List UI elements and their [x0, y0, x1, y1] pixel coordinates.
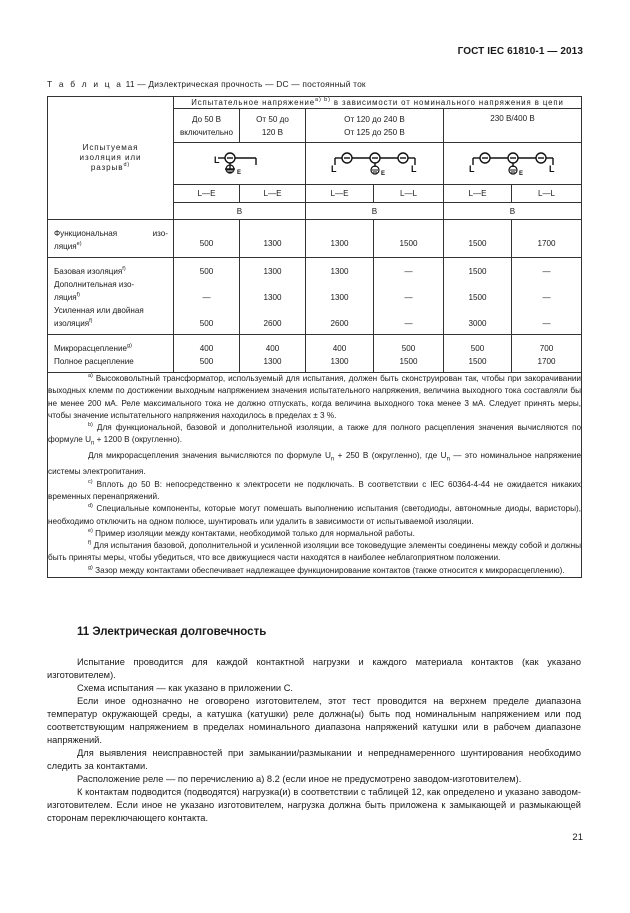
value: — [542, 293, 551, 302]
value: 400 [199, 344, 214, 353]
footnote-text: Для микрорасцепления значения вычисляются по формуле U [88, 451, 331, 461]
table-caption [47, 79, 366, 89]
footnote-text: + 250 В (округленно), где U [334, 451, 447, 461]
value: 500 [199, 267, 214, 276]
col-group-header [306, 109, 444, 143]
value: 500 [401, 344, 416, 353]
svg-text:L: L [548, 163, 554, 174]
value: — [404, 267, 413, 276]
row-header-line: изоляция или [79, 153, 142, 162]
value-cell [174, 258, 240, 335]
svg-text:L: L [330, 163, 336, 174]
connection-cell: L—E [444, 185, 512, 203]
paragraph: Если иное однозначно не оговорено изготовителем, этот тест проводится на верхнем пределе диапазона температур окружающей среды, а катушка (катушки) реле должна(ы) быть под номинальным напряжением или под соответствующим напряжением в пределах номинального диапазона напряжений катушки или в рабочем диапазоне напряжений. [47, 696, 581, 745]
svg-text:E: E [236, 169, 241, 176]
col-group-header [240, 109, 306, 143]
footnote-marker: b) [88, 422, 93, 429]
row-label-line: ляция$^{e)}$ [54, 241, 82, 251]
value: 1500 [468, 267, 487, 276]
footnote-text: — это номинальное напряжение системы электропитания. [48, 451, 581, 477]
value: 3000 [468, 319, 487, 328]
value: 1300 [263, 357, 282, 366]
spacer [374, 278, 443, 291]
value-cell [444, 258, 512, 335]
row-header-text: разрыв [90, 163, 124, 172]
value: 1300 [330, 357, 349, 366]
value: 2600 [330, 319, 349, 328]
relay-test-circuit-icon [463, 149, 563, 179]
footnote-marker: a) [88, 373, 93, 379]
footnote-ref: f) [76, 292, 81, 298]
footnote-ref: g) [127, 343, 132, 349]
connection-cell: L—E [174, 185, 240, 203]
paragraph: Расположение реле — по перечислению а) 8.2 (если иное не предусмотрено заводом-изготовителем). [77, 774, 522, 784]
footnote [48, 373, 581, 422]
circuit-diagram-cell [306, 143, 444, 185]
subscript: n [330, 457, 335, 464]
footnote [48, 422, 581, 450]
value: 1300 [263, 293, 282, 302]
dielectric-strength-table [47, 96, 582, 578]
footnote-marker: d) [88, 503, 93, 510]
relay-test-circuit-icon [210, 149, 270, 179]
footnote-ref: a) b) [315, 97, 331, 103]
svg-text:E: E [380, 170, 385, 177]
col-group-text: включительно [179, 127, 234, 137]
row-label [48, 335, 174, 373]
footnote [48, 503, 581, 528]
document-header: ГОСТ IEC 61810-1 — 2013 [457, 46, 583, 57]
value-cell [374, 258, 444, 335]
caption-text: 11 — Диэлектрическая прочность — DC — постоянный ток [123, 79, 366, 89]
row-header-line [52, 163, 169, 173]
section-body [47, 656, 581, 825]
value-cell [174, 335, 240, 373]
footnote [48, 565, 581, 577]
footnote-text: Зазор между контактами обеспечивает надлежащее функционирование контактов (также относится к микрорасцеплению). [92, 565, 565, 575]
unit-cell: В [306, 203, 444, 220]
col-group-text: 120 В [261, 127, 284, 137]
spacer [240, 304, 305, 317]
unit-cell: В [444, 203, 582, 220]
value: 400 [265, 344, 280, 353]
section-title: 11 Электрическая долговечность [77, 626, 267, 638]
group-header-tail: в зависимости от номинального напряжения в цепи [330, 98, 564, 107]
spacer [240, 278, 305, 291]
row-label-line [54, 317, 173, 330]
value: 500 [470, 344, 485, 353]
footnote [48, 540, 581, 565]
value-cell [374, 335, 444, 373]
spacer [444, 304, 511, 317]
row-label-line [54, 342, 173, 355]
col-group-text: От 125 до 250 В [344, 127, 405, 137]
row-label-line: Дополнительная изо- [54, 280, 135, 289]
value: 700 [539, 344, 554, 353]
value-cell [512, 258, 582, 335]
row-label-line [54, 265, 173, 278]
footnote-text: Вплоть до 50 В: непосредственно к электросети не подключать. В соответствии с IEC 60364-4-44 не ожидается никаких временных перенапряжений. [48, 479, 581, 501]
group-header-text: Испытательное напряжение [191, 98, 316, 107]
footnote [48, 479, 581, 504]
svg-text:L: L [213, 154, 219, 165]
value: 1300 [330, 293, 349, 302]
footnote-text: Для испытания базовой, дополнительной и усиленной изоляции все токоведущие элементы соединены между собой и должны быть приняты меры, чтобы убедиться, что все движущиеся части находятся в наиболее неблагоприятном положении. [48, 541, 581, 563]
value-cell [512, 335, 582, 373]
value: — [542, 319, 551, 328]
value-cell [306, 258, 374, 335]
value-cell [240, 335, 306, 373]
value: 1300 [263, 267, 282, 276]
value: 400 [332, 344, 347, 353]
value: — [542, 267, 551, 276]
col-group-text: До 50 В [192, 114, 221, 124]
value: 500 [199, 357, 214, 366]
footnote-marker: e) [88, 527, 93, 534]
footnote-marker: c) [88, 478, 93, 485]
row-header-cell [48, 97, 174, 220]
footnote [48, 528, 581, 540]
footnote-marker: g) [88, 564, 93, 571]
caption-label: Т а б л и ц а [47, 79, 124, 89]
paragraph: К контактам подводится (подводятся) нагрузка(и) в соответствии с таблицей 12, как определено и указано заводом-изготовителем. Если иное не указано изготовителем, нагрузка должна быть приложена к замыкающей и размыкающей сторонам переключающего контакта. [47, 787, 581, 823]
value: 1700 [537, 357, 556, 366]
subscript: n [446, 457, 450, 464]
footnote [48, 450, 581, 478]
connection-cell: L—E [240, 185, 306, 203]
footnote-ref: f) [89, 318, 93, 324]
label-text: Микрорасцепление [54, 344, 128, 353]
spacer [174, 304, 239, 317]
value-cell: 500 [174, 220, 240, 258]
value: — [202, 293, 211, 302]
value: 1300 [330, 267, 349, 276]
spacer [174, 278, 239, 291]
footnote-text: Высоковольтный трансформатор, используемый для испытания, должен быть сконструирован так, чтобы при закорачивании выходных клемм по достижении выходным напряжением значения испытательного напряжения, величина выходного тока составляли бы не менее 200 мА. Реле максимального тока не должно отпускать, когда величина выходного тока менее 3 мА. Следует принять меры, чтобы значение испытательного напряжения находилось в пределах ± 3 %. [48, 374, 581, 420]
page-number: 21 [572, 832, 583, 843]
col-group-text: 230 В/400 В [490, 114, 535, 123]
value-cell: 1700 [512, 220, 582, 258]
row-label-line [54, 291, 173, 304]
value: 1500 [399, 357, 418, 366]
label-text: Базовая изоляция [54, 267, 123, 276]
value: 500 [199, 319, 214, 328]
circuit-diagram-cell [174, 143, 306, 185]
footnote-marker: f) [88, 540, 92, 547]
col-group-text: От 50 до [256, 114, 289, 124]
row-label-line: Функциональная изо- [54, 229, 168, 238]
value: — [404, 293, 413, 302]
group-header [174, 97, 582, 109]
spacer [374, 304, 443, 317]
svg-text:L: L [410, 163, 416, 174]
row-label [48, 220, 174, 258]
value-cell [306, 335, 374, 373]
value-cell: 1500 [444, 220, 512, 258]
row-label-line: Усиленная или двойная [54, 306, 144, 315]
col-group-text: От 120 до 240 В [344, 114, 405, 124]
connection-cell: L—E [306, 185, 374, 203]
value: 1500 [468, 293, 487, 302]
footnote-text: Пример изоляции между контактами, необходимой только для нормальной работы. [92, 528, 415, 538]
value-cell [444, 335, 512, 373]
connection-cell: L—L [512, 185, 582, 203]
footnote-text: Специальные компоненты, которые могут помешать выполнению испытания (светодиоды, автономные диоды, варисторы), необходимо отключить на одном полюсе, шунтировать или удалить в зависимости от испытываемой изоляции. [48, 504, 581, 526]
value: 2600 [263, 319, 282, 328]
col-group-header [174, 109, 240, 143]
paragraph: Схема испытания — как указано в приложении С. [77, 683, 293, 693]
spacer [306, 278, 373, 291]
label-text: изоляция [54, 319, 90, 328]
footnote-ref: d) [123, 162, 131, 168]
connection-cell: L—L [374, 185, 444, 203]
spacer [512, 304, 581, 317]
row-label [48, 258, 174, 335]
subscript: n [91, 441, 95, 448]
value-cell: 1500 [374, 220, 444, 258]
paragraph: Для выявления неисправностей при замыкании/размыкании и непреднамеренного шунтирования необходимо следить за контактами. [47, 748, 581, 771]
value-cell: 1300 [306, 220, 374, 258]
row-header-line: Испытуемая [82, 143, 139, 152]
footnote-text: + 1200 В (округленно). [94, 435, 183, 445]
value: — [404, 319, 413, 328]
value: 1500 [468, 357, 487, 366]
circuit-diagram-cell [444, 143, 582, 185]
row-label-line: Полное расцепление [54, 357, 134, 366]
value-cell [240, 258, 306, 335]
unit-cell: В [174, 203, 306, 220]
svg-text:E: E [518, 170, 523, 177]
footnote-ref: e) [76, 241, 82, 247]
label-text: ляция [54, 293, 77, 302]
footnote-text: Для функциональной, базовой и дополнительной изоляции, а также для полного расцепления значения вычисляются по формуле U [48, 423, 581, 445]
spacer [444, 278, 511, 291]
relay-test-circuit-icon [325, 149, 425, 179]
spacer [306, 304, 373, 317]
table-footnotes [48, 373, 582, 578]
svg-text:L: L [468, 163, 474, 174]
value-cell: 1300 [240, 220, 306, 258]
col-group-header [444, 109, 582, 143]
footnote-ref: f) [122, 266, 126, 272]
spacer [512, 278, 581, 291]
paragraph: Испытание проводится для каждой контактной нагрузки и каждого материала контактов (как указано изготовителем). [47, 657, 581, 680]
